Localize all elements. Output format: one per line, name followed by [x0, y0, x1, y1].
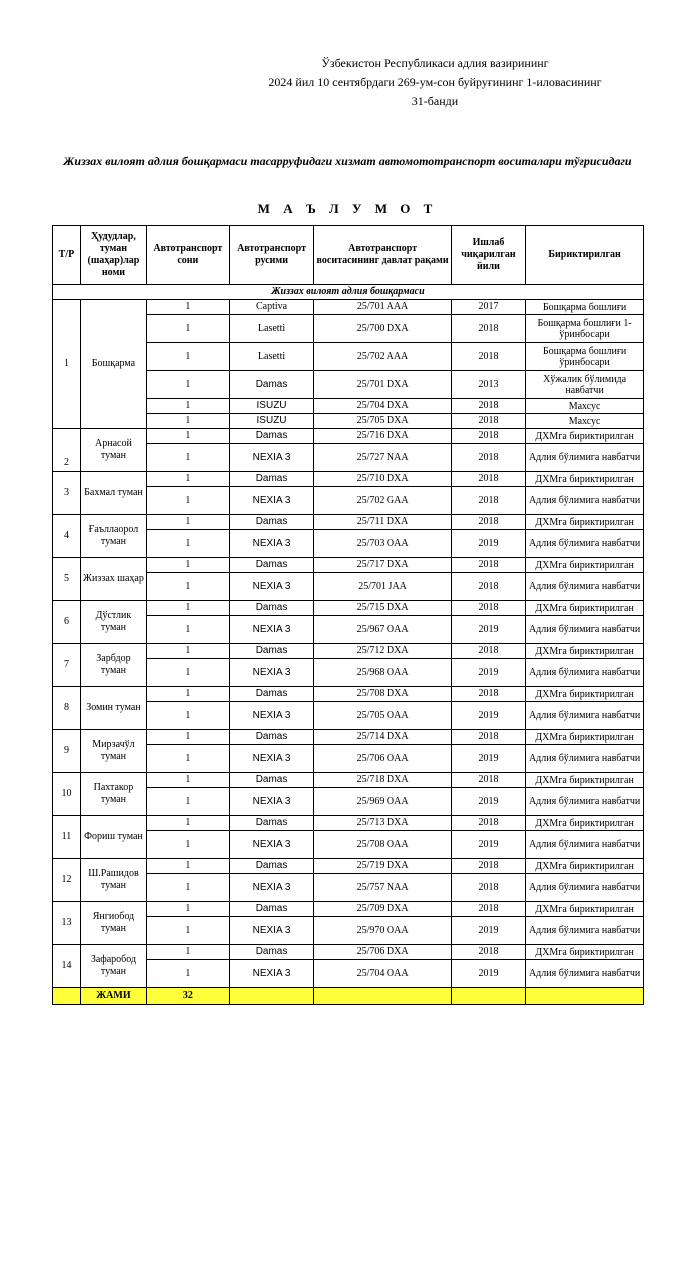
vehicle-count: 1: [147, 831, 230, 859]
vehicle-count: 1: [147, 444, 230, 472]
assigned-to: ДХМга бириктирилган: [526, 429, 644, 444]
assigned-to: ДХМга бириктирилган: [526, 601, 644, 616]
vehicle-count: 1: [147, 859, 230, 874]
region-name: Жиззах шаҳар: [80, 558, 146, 601]
vehicle-count: 1: [147, 429, 230, 444]
table-row: [53, 859, 644, 874]
region-name: Ш.Рашидов туман: [80, 859, 146, 902]
vehicle-count: 1: [147, 960, 230, 988]
vehicle-plate: 25/705 DXA: [314, 414, 451, 429]
vehicle-model: NEXIA 3: [229, 702, 314, 730]
table-row: [53, 730, 644, 745]
region-name: Ғаъллаорол туман: [80, 515, 146, 558]
assigned-to: ДХМга бириктирилган: [526, 945, 644, 960]
vehicle-plate: 25/703 OAA: [314, 530, 451, 558]
region-name: Мирзачўл туман: [80, 730, 146, 773]
manufacture-year: 2019: [451, 745, 525, 773]
table-row: [53, 816, 644, 831]
vehicle-plate: 25/967 OAA: [314, 616, 451, 644]
manufacture-year: 2018: [451, 472, 525, 487]
assigned-to: Махсус: [526, 414, 644, 429]
manufacture-year: 2019: [451, 917, 525, 945]
vehicle-model: NEXIA 3: [229, 659, 314, 687]
manufacture-year: 2018: [451, 515, 525, 530]
vehicle-count: 1: [147, 487, 230, 515]
vehicle-model: Captiva: [229, 300, 314, 315]
vehicle-model: NEXIA 3: [229, 530, 314, 558]
vehicle-count: 1: [147, 644, 230, 659]
vehicle-count: 1: [147, 788, 230, 816]
table-row: [53, 515, 644, 530]
row-number: 4: [53, 515, 81, 558]
vehicle-model: Damas: [229, 429, 314, 444]
vehicle-model: NEXIA 3: [229, 573, 314, 601]
vehicle-count: 1: [147, 530, 230, 558]
manufacture-year: 2018: [451, 601, 525, 616]
vehicle-count: 1: [147, 472, 230, 487]
manufacture-year: 2018: [451, 487, 525, 515]
document-heading: М А Ъ Л У М О Т: [257, 201, 438, 216]
vehicle-plate: 25/708 OAA: [314, 831, 451, 859]
vehicle-count: 1: [147, 343, 230, 371]
vehicle-model: Damas: [229, 558, 314, 573]
vehicle-model: NEXIA 3: [229, 616, 314, 644]
header-line-2: 2024 йил 10 сентябрдаги 269-ум-сон буйруғининг 1-иловасининг: [268, 75, 602, 89]
column-header-model: Автотранспорт русими: [229, 226, 314, 285]
assigned-to: Адлия бўлимига навбатчи: [526, 487, 644, 515]
row-number: 13: [53, 902, 81, 945]
assigned-to: Адлия бўлимига навбатчи: [526, 917, 644, 945]
region-name: Бахмал туман: [80, 472, 146, 515]
manufacture-year: 2018: [451, 558, 525, 573]
vehicle-model: Damas: [229, 601, 314, 616]
total-empty-cell: [229, 988, 314, 1005]
vehicle-plate: 25/701 DXA: [314, 371, 451, 399]
row-number: 1: [53, 300, 81, 429]
table-row: [53, 687, 644, 702]
manufacture-year: 2018: [451, 644, 525, 659]
assigned-to: ДХМга бириктирилган: [526, 472, 644, 487]
manufacture-year: 2018: [451, 902, 525, 917]
assigned-to: Махсус: [526, 399, 644, 414]
row-number: 12: [53, 859, 81, 902]
document-title: Жиззах вилоят адлия бошқармаси тасарруфидаги хизмат автомототранспорт воситалари тўғрисидаги: [63, 154, 632, 168]
assigned-to: ДХМга бириктирилган: [526, 644, 644, 659]
vehicle-plate: 25/700 DXA: [314, 315, 451, 343]
assigned-to: Адлия бўлимига навбатчи: [526, 745, 644, 773]
header-line-1: Ўзбекистон Республикаси адлия вазирининг: [321, 56, 549, 70]
assigned-to: Адлия бўлимига навбатчи: [526, 659, 644, 687]
vehicle-plate: 25/713 DXA: [314, 816, 451, 831]
manufacture-year: 2018: [451, 343, 525, 371]
total-empty-cell: [451, 988, 525, 1005]
vehicle-plate: 25/757 NAA: [314, 874, 451, 902]
vehicle-plate: 25/717 DXA: [314, 558, 451, 573]
manufacture-year: 2019: [451, 831, 525, 859]
manufacture-year: 2018: [451, 315, 525, 343]
vehicle-count: 1: [147, 816, 230, 831]
total-label: ЖАМИ: [80, 988, 146, 1005]
total-count: 32: [147, 988, 230, 1005]
assigned-to: Бошқарма бошлиғи: [526, 300, 644, 315]
vehicle-model: NEXIA 3: [229, 487, 314, 515]
assigned-to: ДХМга бириктирилган: [526, 730, 644, 745]
table-row: [53, 644, 644, 659]
vehicle-model: Damas: [229, 773, 314, 788]
assigned-to: Адлия бўлимига навбатчи: [526, 573, 644, 601]
assigned-to: Бошқарма бошлиғи 1-ўринбосари: [526, 315, 644, 343]
vehicle-plate: 25/968 OAA: [314, 659, 451, 687]
manufacture-year: 2018: [451, 859, 525, 874]
vehicle-plate: 25/702 AAA: [314, 343, 451, 371]
row-number: 11: [53, 816, 81, 859]
vehicle-model: Damas: [229, 945, 314, 960]
column-header-number: Т/Р: [53, 226, 81, 285]
region-name: Пахтакор туман: [80, 773, 146, 816]
vehicle-model: NEXIA 3: [229, 960, 314, 988]
row-number: 3: [53, 472, 81, 515]
total-row: [53, 988, 644, 1005]
vehicle-plate: 25/716 DXA: [314, 429, 451, 444]
assigned-to: ДХМга бириктирилган: [526, 816, 644, 831]
vehicle-count: 1: [147, 371, 230, 399]
vehicle-plate: 25/719 DXA: [314, 859, 451, 874]
vehicle-plate: 25/712 DXA: [314, 644, 451, 659]
vehicle-plate: 25/704 OAA: [314, 960, 451, 988]
vehicle-count: 1: [147, 300, 230, 315]
table-row: [53, 472, 644, 487]
vehicle-model: NEXIA 3: [229, 874, 314, 902]
manufacture-year: 2019: [451, 530, 525, 558]
vehicle-count: 1: [147, 773, 230, 788]
assigned-to: ДХМга бириктирилган: [526, 859, 644, 874]
region-name: Зафаробод туман: [80, 945, 146, 988]
vehicle-plate: 25/710 DXA: [314, 472, 451, 487]
vehicle-model: NEXIA 3: [229, 444, 314, 472]
region-name: Зомин туман: [80, 687, 146, 730]
header-line-3: 31-банди: [411, 94, 459, 108]
vehicle-model: ISUZU: [229, 414, 314, 429]
vehicle-count: 1: [147, 558, 230, 573]
vehicle-model: NEXIA 3: [229, 788, 314, 816]
vehicle-model: Lasetti: [229, 315, 314, 343]
vehicle-model: Damas: [229, 687, 314, 702]
vehicle-plate: 25/711 DXA: [314, 515, 451, 530]
manufacture-year: 2018: [451, 945, 525, 960]
total-empty-cell: [314, 988, 451, 1005]
assigned-to: Адлия бўлимига навбатчи: [526, 874, 644, 902]
manufacture-year: 2018: [451, 414, 525, 429]
assigned-to: Адлия бўлимига навбатчи: [526, 530, 644, 558]
vehicles-table: [52, 225, 644, 1005]
assigned-to: Адлия бўлимига навбатчи: [526, 616, 644, 644]
vehicle-count: 1: [147, 515, 230, 530]
vehicle-model: Damas: [229, 644, 314, 659]
vehicle-count: 1: [147, 573, 230, 601]
vehicle-model: NEXIA 3: [229, 917, 314, 945]
row-number: 5: [53, 558, 81, 601]
manufacture-year: 2017: [451, 300, 525, 315]
table-body: [53, 285, 644, 988]
vehicle-count: 1: [147, 414, 230, 429]
manufacture-year: 2018: [451, 773, 525, 788]
row-number: 10: [53, 773, 81, 816]
vehicle-model: Damas: [229, 859, 314, 874]
vehicle-model: Damas: [229, 816, 314, 831]
manufacture-year: 2019: [451, 788, 525, 816]
table-header-row: [53, 226, 644, 285]
assigned-to: Адлия бўлимига навбатчи: [526, 788, 644, 816]
table-row: [53, 429, 644, 444]
row-number: 9: [53, 730, 81, 773]
vehicle-model: Damas: [229, 371, 314, 399]
vehicle-count: 1: [147, 399, 230, 414]
region-name: Янгиобод туман: [80, 902, 146, 945]
assigned-to: ДХМга бириктирилган: [526, 773, 644, 788]
column-header-region: Ҳудудлар, туман (шаҳар)лар номи: [80, 226, 146, 285]
vehicle-count: 1: [147, 730, 230, 745]
vehicle-plate: 25/705 OAA: [314, 702, 451, 730]
vehicle-model: Damas: [229, 472, 314, 487]
total-empty-cell: [526, 988, 644, 1005]
total-empty-cell: [53, 988, 81, 1005]
assigned-to: Хўжалик бўлимида навбатчи: [526, 371, 644, 399]
column-header-assigned: Бириктирилган: [526, 226, 644, 285]
vehicle-plate: 25/701 JAA: [314, 573, 451, 601]
vehicle-count: 1: [147, 659, 230, 687]
assigned-to: ДХМга бириктирилган: [526, 558, 644, 573]
section-title: Жиззах вилоят адлия бошқармаси: [53, 285, 644, 300]
manufacture-year: 2018: [451, 874, 525, 902]
vehicle-count: 1: [147, 616, 230, 644]
vehicle-count: 1: [147, 917, 230, 945]
table-row: [53, 558, 644, 573]
vehicle-count: 1: [147, 315, 230, 343]
column-header-plate: Автотранспорт воситасининг давлат рақами: [314, 226, 451, 285]
assigned-to: ДХМга бириктирилган: [526, 902, 644, 917]
region-name: Зарбдор туман: [80, 644, 146, 687]
vehicle-model: Damas: [229, 902, 314, 917]
manufacture-year: 2019: [451, 702, 525, 730]
manufacture-year: 2013: [451, 371, 525, 399]
vehicle-model: ISUZU: [229, 399, 314, 414]
vehicle-count: 1: [147, 745, 230, 773]
vehicle-model: NEXIA 3: [229, 831, 314, 859]
manufacture-year: 2018: [451, 429, 525, 444]
table-row: [53, 300, 644, 315]
manufacture-year: 2018: [451, 444, 525, 472]
vehicle-count: 1: [147, 702, 230, 730]
vehicle-plate: 25/714 DXA: [314, 730, 451, 745]
region-name: Бошқарма: [80, 300, 146, 429]
vehicle-plate: 25/706 DXA: [314, 945, 451, 960]
table-row: [53, 601, 644, 616]
row-number: 7: [53, 644, 81, 687]
vehicle-count: 1: [147, 874, 230, 902]
manufacture-year: 2018: [451, 816, 525, 831]
manufacture-year: 2018: [451, 730, 525, 745]
manufacture-year: 2018: [451, 573, 525, 601]
table-row: [53, 902, 644, 917]
assigned-to: Бошқарма бошлиғи ўринбосари: [526, 343, 644, 371]
assigned-to: Адлия бўлимига навбатчи: [526, 960, 644, 988]
vehicle-model: Damas: [229, 515, 314, 530]
vehicle-plate: 25/708 DXA: [314, 687, 451, 702]
section-row: [53, 285, 644, 300]
row-number: 8: [53, 687, 81, 730]
vehicle-plate: 25/709 DXA: [314, 902, 451, 917]
vehicle-plate: 25/969 OAA: [314, 788, 451, 816]
column-header-count: Автотранспорт сони: [147, 226, 230, 285]
manufacture-year: 2018: [451, 399, 525, 414]
manufacture-year: 2019: [451, 960, 525, 988]
vehicle-plate: 25/970 OAA: [314, 917, 451, 945]
vehicle-count: 1: [147, 687, 230, 702]
vehicle-model: NEXIA 3: [229, 745, 314, 773]
vehicle-plate: 25/701 AAA: [314, 300, 451, 315]
manufacture-year: 2019: [451, 659, 525, 687]
vehicle-count: 1: [147, 601, 230, 616]
assigned-to: Адлия бўлимига навбатчи: [526, 702, 644, 730]
table-row: [53, 773, 644, 788]
region-name: Дўстлик туман: [80, 601, 146, 644]
vehicle-plate: 25/718 DXA: [314, 773, 451, 788]
order-reference-header: [0, 54, 695, 111]
region-name: Арнасой туман: [80, 429, 146, 472]
assigned-to: Адлия бўлимига навбатчи: [526, 444, 644, 472]
vehicle-plate: 25/706 OAA: [314, 745, 451, 773]
manufacture-year: 2019: [451, 616, 525, 644]
row-number: 6: [53, 601, 81, 644]
column-header-year: Ишлаб чиқарилган йили: [451, 226, 525, 285]
vehicle-plate: 25/704 DXA: [314, 399, 451, 414]
vehicle-count: 1: [147, 945, 230, 960]
row-number: 2: [53, 429, 81, 472]
vehicle-plate: 25/715 DXA: [314, 601, 451, 616]
vehicle-plate: 25/702 GAA: [314, 487, 451, 515]
table-row: [53, 945, 644, 960]
row-number: 14: [53, 945, 81, 988]
assigned-to: Адлия бўлимига навбатчи: [526, 831, 644, 859]
vehicle-model: Damas: [229, 730, 314, 745]
assigned-to: ДХМга бириктирилган: [526, 687, 644, 702]
vehicle-model: Lasetti: [229, 343, 314, 371]
vehicle-plate: 25/727 NAA: [314, 444, 451, 472]
vehicle-count: 1: [147, 902, 230, 917]
assigned-to: ДХМга бириктирилган: [526, 515, 644, 530]
region-name: Фориш туман: [80, 816, 146, 859]
manufacture-year: 2018: [451, 687, 525, 702]
